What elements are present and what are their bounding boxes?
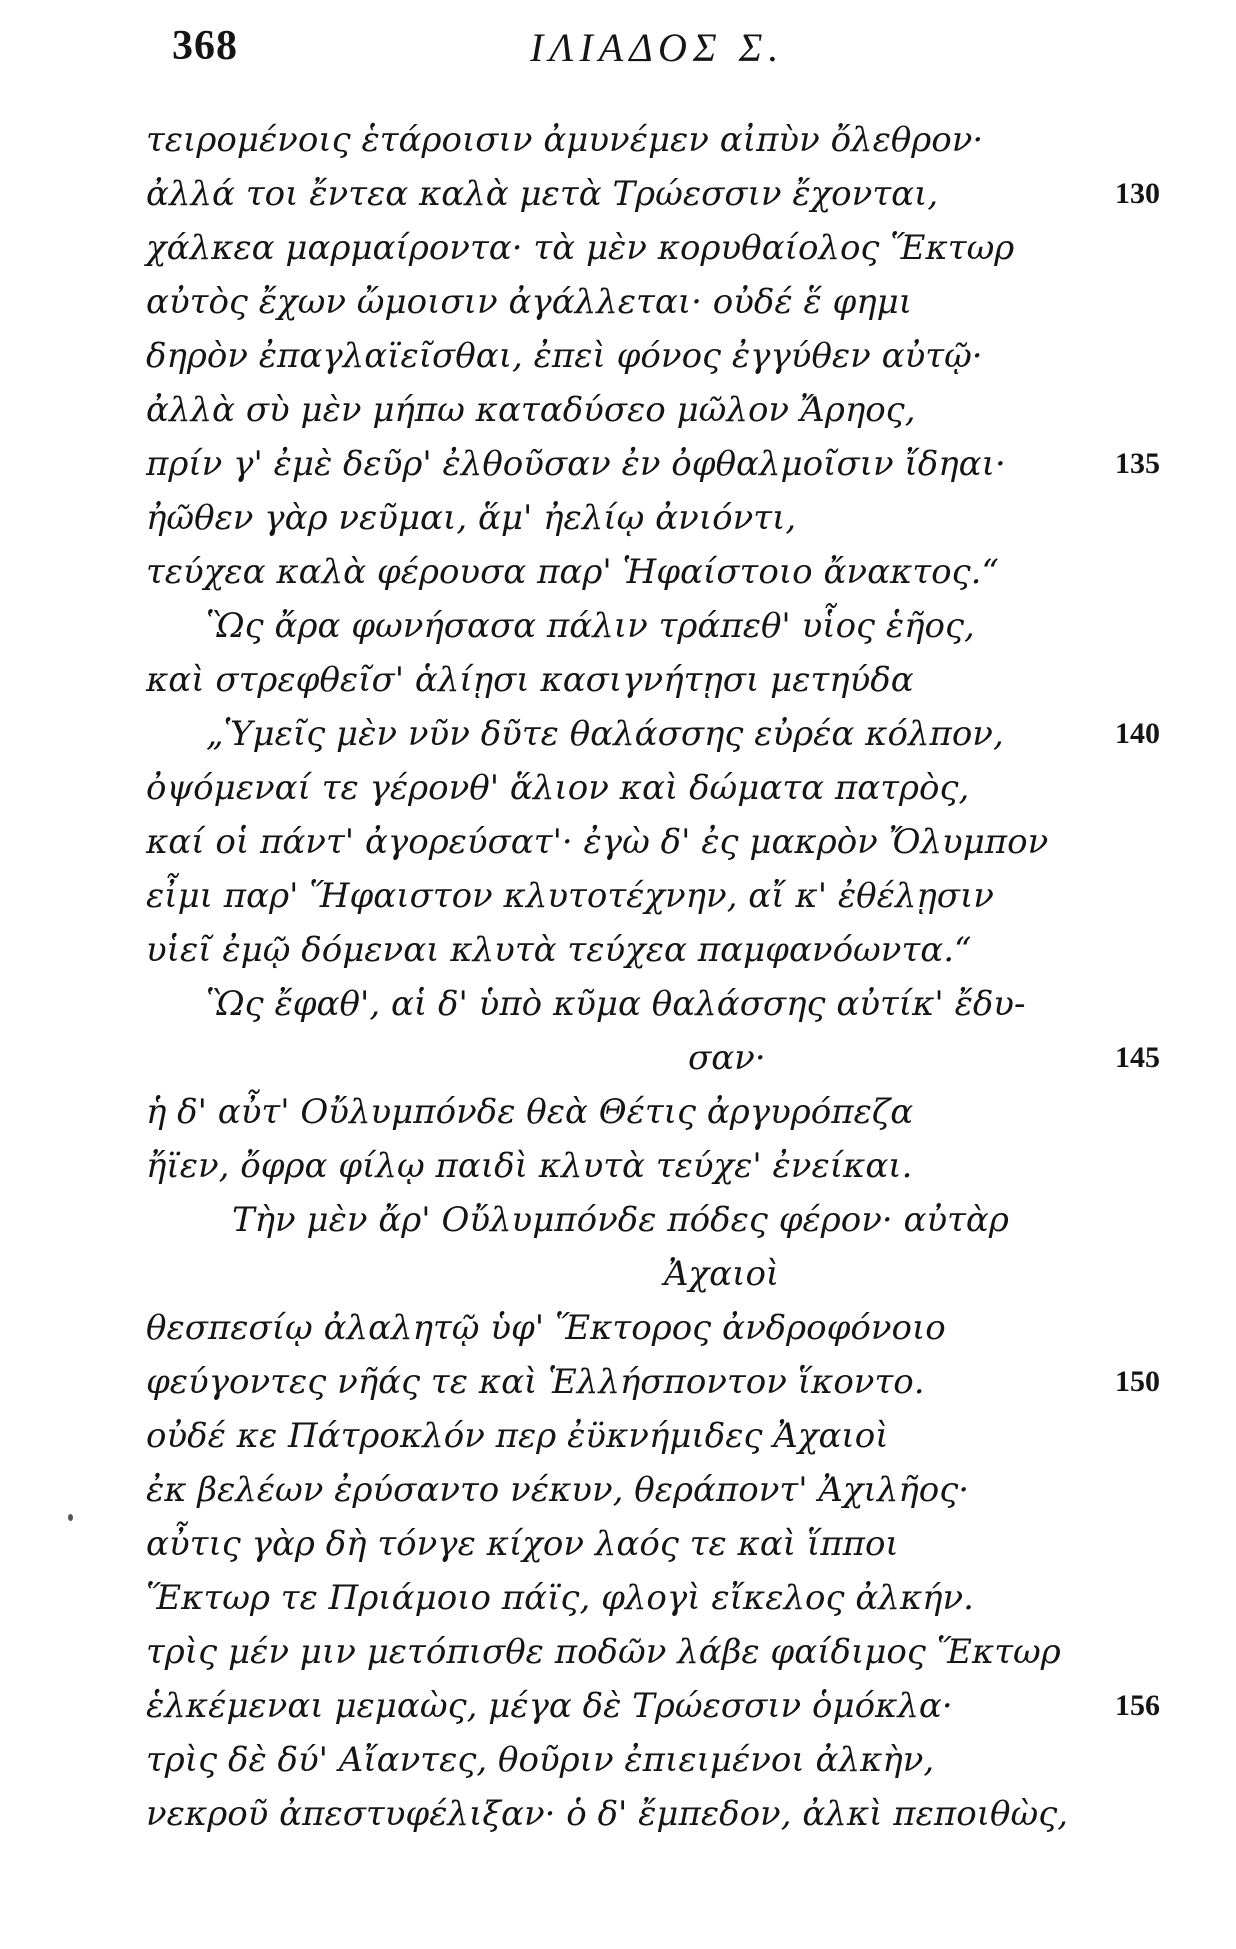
line-number: 156 [1115, 1689, 1160, 1722]
line-number: 145 [1115, 1041, 1160, 1074]
line-number: 140 [1115, 717, 1160, 750]
verse-line: Ὣς ἔφαθ', αἱ δ' ὑπὸ κῦμα θαλάσσης αὐτίκ' ἔδυ- [206, 984, 1026, 1024]
verse-line: τειρομένοις ἑτάροισιν ἀμυνέμεν αἰπὺν ὄλεθρον· [146, 120, 984, 160]
verse-line: ἡ δ' αὖτ' Οὔλυμπόνδε θεὰ Θέτις ἀργυρόπεζα [146, 1092, 914, 1132]
verse-line: καὶ στρεφθεῖσ' ἁλίῃσι κασιγνήτῃσι μετηύδα [146, 660, 914, 700]
page-number: 368 [172, 23, 238, 69]
verse-line: χάλκεα μαρμαίροντα· τὰ μὲν κορυθαίολος Ἕκτωρ [146, 228, 1015, 268]
verse-line: καί οἱ πάντ' ἀγορεύσατ'· ἐγὼ δ' ἐς μακρὸν Ὄλυμπον [146, 822, 1049, 862]
running-head: ΙΛΙΑΔΟΣ Σ. [530, 25, 785, 70]
verse-line: εἶμι παρ' Ἥφαιστον κλυτοτέχνην, αἴ κ' ἐθέλῃσιν [146, 876, 994, 916]
verse-line: ἀλλά τοι ἔντεα καλὰ μετὰ Τρώεσσιν ἔχονται, 130 [0, 164, 1236, 224]
verse-line: ἤϊεν, ὄφρα φίλῳ παιδὶ κλυτὰ τεύχε' ἐνείκαι. [146, 1146, 913, 1186]
verse-line: αὖτις γὰρ δὴ τόνγε κίχον λαός τε καὶ ἵπποι [146, 1524, 899, 1564]
verse-line: δηρὸν ἐπαγλαϊεῖσθαι, ἐπεὶ φόνος ἐγγύθεν αὐτῷ· [146, 336, 983, 376]
verse-line: τεύχεα καλὰ φέρουσα παρ' Ἡφαίστοιο ἄνακτος.“ [146, 552, 999, 592]
verse-line: ἠῶθεν γὰρ νεῦμαι, ἅμ' ἠελίῳ ἀνιόντι, [146, 498, 797, 538]
verse-line: τρὶς μέν μιν μετόπισθε ποδῶν λάβε φαίδιμος Ἕκτωρ [146, 1632, 1061, 1672]
verse-line: ἑλκέμεναι μεμαὼς, μέγα δὲ Τρώεσσιν ὁμόκλα· 156 [0, 1676, 1236, 1736]
line-number: 135 [1115, 447, 1160, 480]
verse-line: Ἀχαιοὶ [664, 1254, 780, 1294]
verse-line: Ὣς ἄρα φωνήσασα πάλιν τράπεθ' υἷος ἑῆος, [206, 606, 975, 646]
verse-line: πρίν γ' ἐμὲ δεῦρ' ἐλθοῦσαν ἐν ὀφθαλμοῖσιν ἴδηαι· 135 [0, 434, 1236, 494]
verse-line: Ἕκτωρ τε Πριάμοιο πάϊς, φλογὶ εἴκελος ἀλκήν. [146, 1578, 974, 1618]
verse-line: νεκροῦ ἀπεστυφέλιξαν· ὁ δ' ἔμπεδον, ἀλκὶ πεποιθὼς, [146, 1794, 1069, 1834]
verse-line: αὐτὸς ἔχων ὤμοισιν ἀγάλλεται· οὐδέ ἕ φημι [146, 282, 913, 322]
verse-line: ἀλλὰ σὺ μὲν μήπω καταδύσεο μῶλον Ἄρηος, [146, 390, 916, 430]
verse-line: ὀψόμεναί τε γέρονθ' ἅλιον καὶ δώματα πατρὸς, [146, 768, 970, 808]
verse-line: οὐδέ κε Πάτροκλόν περ ἐϋκνήμιδες Ἀχαιοὶ [146, 1416, 889, 1456]
verse-line: σαν· 145 [0, 1028, 1236, 1088]
page-header [0, 18, 1236, 78]
line-number: 130 [1115, 177, 1160, 210]
verse-line: θεσπεσίῳ ἀλαλητῷ ὑφ' Ἕκτορος ἀνδροφόνοιο [146, 1308, 946, 1348]
print-speck [68, 1514, 73, 1521]
verse-line: „Ὑμεῖς μὲν νῦν δῦτε θαλάσσης εὐρέα κόλπον, 140 [0, 704, 1236, 764]
verse-line: υἱεῖ ἐμῷ δόμεναι κλυτὰ τεύχεα παμφανόωντα.“ [146, 930, 972, 970]
verse-line: ἐκ βελέων ἐρύσαντο νέκυν, θεράποντ' Ἀχιλῆος· [146, 1470, 970, 1510]
verse-line: Τὴν μὲν ἄρ' Οὔλυμπόνδε πόδες φέρον· αὐτὰρ [232, 1200, 1009, 1240]
verse-line: φεύγοντες νῆάς τε καὶ Ἑλλήσποντον ἵκοντο. 150 [0, 1352, 1236, 1412]
verse-line: τρὶς δὲ δύ' Αἴαντες, θοῦριν ἐπιειμένοι ἀλκὴν, [146, 1740, 935, 1780]
line-number: 150 [1115, 1365, 1160, 1398]
